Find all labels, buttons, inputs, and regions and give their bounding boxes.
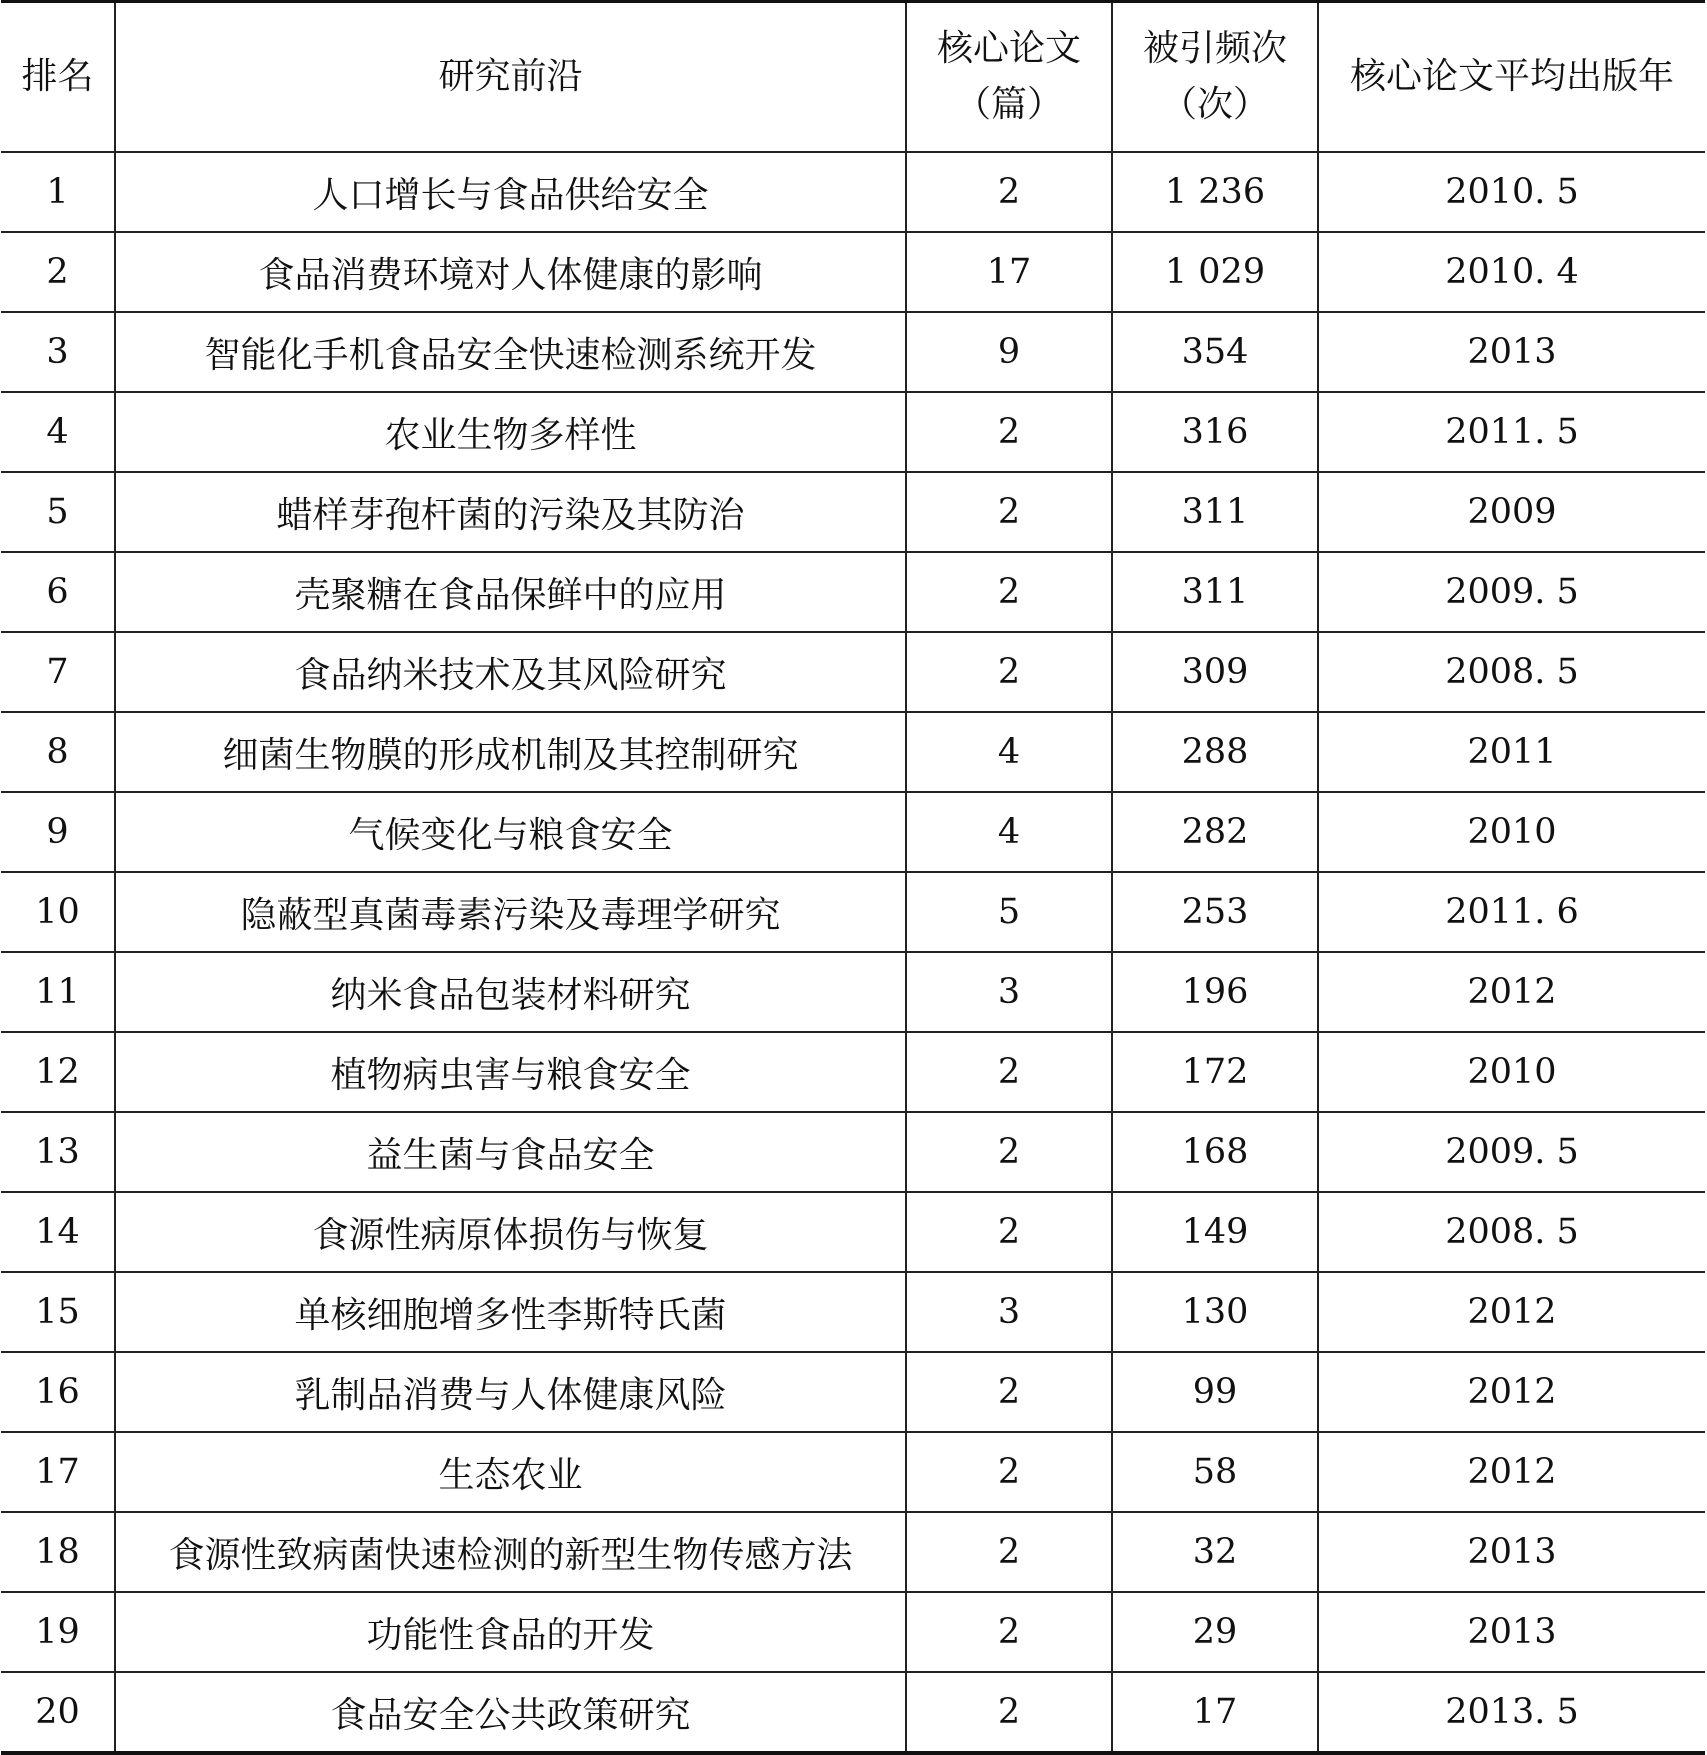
cell-rank: 16 [1,1352,115,1432]
cell-core-papers: 2 [906,552,1112,632]
cell-topic: 食源性致病菌快速检测的新型生物传感方法 [115,1512,906,1592]
cell-core-papers: 9 [906,312,1112,392]
cell-core-papers: 2 [906,1592,1112,1672]
cell-topic: 食品安全公共政策研究 [115,1672,906,1753]
cell-rank: 20 [1,1672,115,1753]
cell-citations: 354 [1112,312,1318,392]
cell-citations: 130 [1112,1272,1318,1352]
header-topic: 研究前沿 [115,2,906,153]
cell-core-papers: 2 [906,1192,1112,1272]
cell-core-papers: 2 [906,152,1112,232]
cell-rank: 3 [1,312,115,392]
cell-rank: 4 [1,392,115,472]
cell-avg-year: 2013 [1318,312,1705,392]
cell-citations: 168 [1112,1112,1318,1192]
cell-core-papers: 2 [906,1352,1112,1432]
cell-topic: 壳聚糖在食品保鲜中的应用 [115,552,906,632]
cell-avg-year: 2012 [1318,952,1705,1032]
cell-avg-year: 2008. 5 [1318,632,1705,712]
cell-avg-year: 2010. 4 [1318,232,1705,312]
cell-avg-year: 2010. 5 [1318,152,1705,232]
header-citations-line1: 被引频次 [1142,28,1287,69]
table-row [1,952,1705,1032]
table-row [1,1432,1705,1512]
cell-topic: 农业生物多样性 [115,392,906,472]
cell-topic: 植物病虫害与粮食安全 [115,1032,906,1112]
cell-rank: 14 [1,1192,115,1272]
header-citations-line2: （次） [1160,84,1269,125]
header-core-papers [906,2,1112,153]
cell-citations: 58 [1112,1432,1318,1512]
table-row [1,872,1705,952]
cell-citations: 311 [1112,472,1318,552]
cell-topic: 蜡样芽孢杆菌的污染及其防治 [115,472,906,552]
cell-avg-year: 2011. 5 [1318,392,1705,472]
cell-avg-year: 2009. 5 [1318,552,1705,632]
cell-core-papers: 2 [906,1512,1112,1592]
cell-core-papers: 2 [906,472,1112,552]
cell-core-papers: 2 [906,1032,1112,1112]
table-row [1,1592,1705,1672]
cell-rank: 12 [1,1032,115,1112]
table-body [1,152,1705,1753]
cell-core-papers: 2 [906,632,1112,712]
cell-avg-year: 2012 [1318,1432,1705,1512]
cell-citations: 196 [1112,952,1318,1032]
table-row [1,552,1705,632]
cell-citations: 99 [1112,1352,1318,1432]
cell-rank: 19 [1,1592,115,1672]
cell-avg-year: 2011 [1318,712,1705,792]
cell-citations: 316 [1112,392,1318,472]
cell-topic: 单核细胞增多性李斯特氏菌 [115,1272,906,1352]
table-header [1,2,1705,153]
cell-topic: 乳制品消费与人体健康风险 [115,1352,906,1432]
table-row [1,792,1705,872]
cell-core-papers: 4 [906,792,1112,872]
cell-avg-year: 2012 [1318,1352,1705,1432]
cell-citations: 288 [1112,712,1318,792]
cell-citations: 311 [1112,552,1318,632]
table-row [1,472,1705,552]
header-core-papers-line1: 核心论文 [936,28,1081,69]
cell-topic: 食品消费环境对人体健康的影响 [115,232,906,312]
cell-rank: 2 [1,232,115,312]
cell-topic: 气候变化与粮食安全 [115,792,906,872]
cell-topic: 功能性食品的开发 [115,1592,906,1672]
cell-topic: 隐蔽型真菌毒素污染及毒理学研究 [115,872,906,952]
cell-topic: 食源性病原体损伤与恢复 [115,1192,906,1272]
table-row [1,1032,1705,1112]
cell-avg-year: 2013 [1318,1592,1705,1672]
cell-topic: 食品纳米技术及其风险研究 [115,632,906,712]
header-core-papers-line2: （篇） [954,84,1063,125]
cell-citations: 149 [1112,1192,1318,1272]
cell-rank: 18 [1,1512,115,1592]
cell-citations: 1 029 [1112,232,1318,312]
cell-citations: 29 [1112,1592,1318,1672]
table-row [1,152,1705,232]
cell-citations: 309 [1112,632,1318,712]
cell-rank: 15 [1,1272,115,1352]
table-row [1,1512,1705,1592]
cell-rank: 1 [1,152,115,232]
cell-avg-year: 2010 [1318,1032,1705,1112]
cell-rank: 8 [1,712,115,792]
research-fronts-table [1,0,1705,1755]
table-row [1,232,1705,312]
table-row [1,1672,1705,1753]
cell-rank: 6 [1,552,115,632]
cell-rank: 5 [1,472,115,552]
cell-citations: 32 [1112,1512,1318,1592]
table-row [1,312,1705,392]
cell-avg-year: 2009 [1318,472,1705,552]
cell-citations: 17 [1112,1672,1318,1753]
cell-avg-year: 2009. 5 [1318,1112,1705,1192]
cell-citations: 1 236 [1112,152,1318,232]
cell-core-papers: 2 [906,1432,1112,1512]
cell-avg-year: 2011. 6 [1318,872,1705,952]
cell-core-papers: 5 [906,872,1112,952]
header-row [1,2,1705,153]
cell-avg-year: 2013 [1318,1512,1705,1592]
cell-topic: 纳米食品包装材料研究 [115,952,906,1032]
cell-rank: 9 [1,792,115,872]
table-row [1,1112,1705,1192]
table-row [1,712,1705,792]
cell-core-papers: 4 [906,712,1112,792]
cell-citations: 282 [1112,792,1318,872]
cell-citations: 253 [1112,872,1318,952]
cell-topic: 人口增长与食品供给安全 [115,152,906,232]
cell-rank: 17 [1,1432,115,1512]
table-row [1,392,1705,472]
table-row [1,632,1705,712]
cell-topic: 益生菌与食品安全 [115,1112,906,1192]
cell-core-papers: 17 [906,232,1112,312]
cell-avg-year: 2010 [1318,792,1705,872]
cell-rank: 11 [1,952,115,1032]
cell-rank: 10 [1,872,115,952]
cell-avg-year: 2012 [1318,1272,1705,1352]
header-citations [1112,2,1318,153]
cell-core-papers: 2 [906,1112,1112,1192]
cell-avg-year: 2013. 5 [1318,1672,1705,1753]
cell-core-papers: 3 [906,952,1112,1032]
cell-core-papers: 2 [906,392,1112,472]
cell-rank: 13 [1,1112,115,1192]
cell-core-papers: 3 [906,1272,1112,1352]
table-row [1,1192,1705,1272]
table-row [1,1272,1705,1352]
table-row [1,1352,1705,1432]
cell-topic: 智能化手机食品安全快速检测系统开发 [115,312,906,392]
cell-citations: 172 [1112,1032,1318,1112]
cell-topic: 细菌生物膜的形成机制及其控制研究 [115,712,906,792]
cell-topic: 生态农业 [115,1432,906,1512]
cell-rank: 7 [1,632,115,712]
cell-core-papers: 2 [906,1672,1112,1753]
cell-avg-year: 2008. 5 [1318,1192,1705,1272]
header-avg-year: 核心论文平均出版年 [1318,2,1705,153]
header-rank: 排名 [1,2,115,153]
